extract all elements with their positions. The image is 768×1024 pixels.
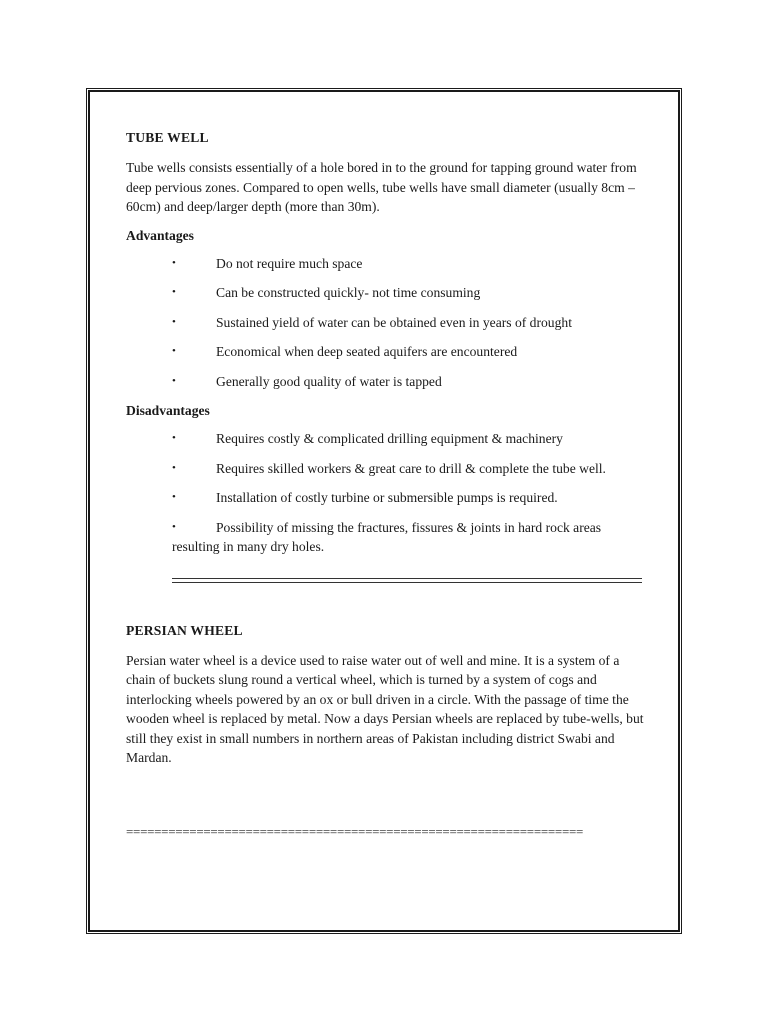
list-item — [172, 313, 646, 332]
list-item — [172, 429, 646, 448]
list-item — [172, 254, 646, 273]
bullet-icon: • — [172, 374, 176, 387]
tube-well-intro: Tube wells consists essentially of a hole bored in to the ground for tapping ground water from deep pervious zones. Compared to open wells, tube wells have small diameter (usually 8cm – 60cm) and deep/larger depth (more than 30m). — [126, 160, 637, 215]
disadvantages-list — [126, 429, 646, 556]
bullet-icon: • — [172, 461, 176, 474]
disadvantage-text: Possibility of missing the fractures, fissures & joints in hard rock areas resulting in many dry holes. — [172, 519, 602, 555]
advantage-text: Do not require much space — [216, 256, 363, 272]
disadvantage-text: Installation of costly turbine or submersible pumps is required. — [216, 490, 558, 506]
bullet-icon: • — [172, 345, 176, 358]
advantages-list — [126, 254, 646, 391]
disadvantage-text: Requires skilled workers & great care to drill & complete the tube well. — [216, 460, 606, 476]
bullet-icon: • — [172, 491, 176, 504]
advantage-text: Economical when deep seated aquifers are encountered — [216, 344, 518, 360]
advantage-text: Can be constructed quickly- not time consuming — [216, 285, 481, 301]
advantages-heading: Advantages — [126, 227, 194, 243]
advantage-text: Generally good quality of water is tapped — [216, 373, 442, 389]
equals-separator: ================================================================= — [126, 824, 584, 840]
disadvantages-heading: Disadvantages — [126, 403, 210, 419]
list-item — [172, 342, 646, 361]
list-item — [172, 518, 646, 557]
list-item — [172, 459, 646, 478]
bullet-icon: • — [172, 432, 176, 445]
bullet-icon: • — [172, 315, 176, 328]
persian-wheel-heading: PERSIAN WHEEL — [126, 622, 243, 638]
advantage-text: Sustained yield of water can be obtained even in years of drought — [216, 314, 572, 330]
list-item — [172, 283, 646, 302]
list-item — [172, 488, 646, 507]
document-content — [126, 128, 646, 841]
disadvantage-text: Requires costly & complicated drilling equipment & machinery — [216, 431, 563, 447]
bullet-icon: • — [172, 520, 176, 533]
bullet-icon: • — [172, 286, 176, 299]
tube-well-heading: TUBE WELL — [126, 130, 209, 145]
list-item — [172, 372, 646, 391]
bullet-icon: • — [172, 257, 176, 270]
persian-wheel-body: Persian water wheel is a device used to raise water out of well and mine. It is a system of a chain of buckets slung round a vertical wheel, which is turned by a system of cogs and interlocking wheels powered by an ox or bull driven in a circle. With the passage of time the wooden wheel is replaced by metal. Now a days Persian wheels are replaced by tube-wells, but still they exist in small numbers in northern areas of Pakistan including district Swabi and Mardan. — [126, 652, 644, 765]
